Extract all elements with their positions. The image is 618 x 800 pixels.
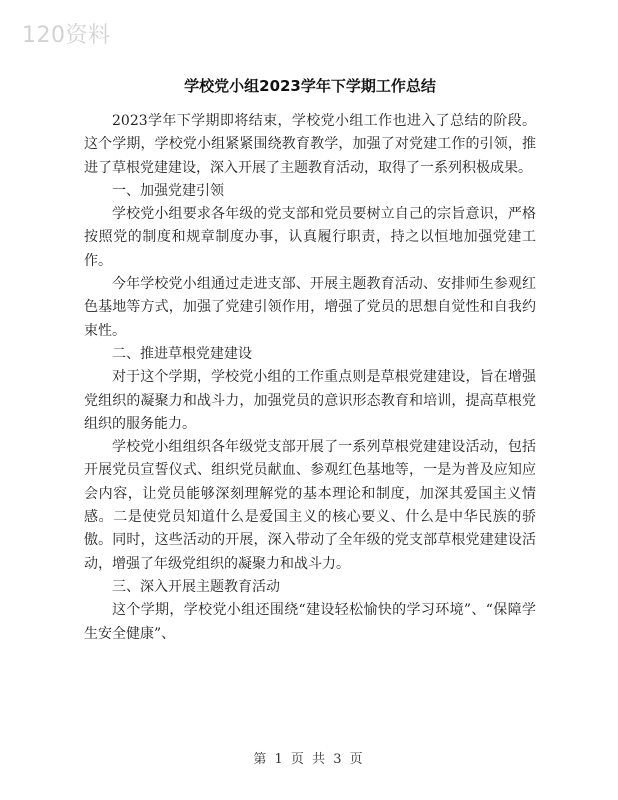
section-heading-1: 一、加强党建引领 bbox=[112, 182, 224, 199]
section-heading-3: 三、深入开展主题教育活动 bbox=[112, 578, 280, 595]
watermark: 120资料 bbox=[22, 23, 111, 48]
paragraph: 这个学期，学校党小组还围绕“建设轻松愉快的学习环境”、“保障学生安全健康”、 bbox=[84, 602, 536, 642]
paragraph: 今年学校党小组通过走进支部、开展主题教育活动、安排师生参观红色基地等方式，加强了党建引领作用，增强了党员的思想自觉性和自我约束性。 bbox=[84, 276, 536, 339]
document-body bbox=[84, 110, 536, 646]
section-heading-2: 二、推进草根党建建设 bbox=[112, 345, 252, 362]
paragraph: 对于这个学期，学校党小组的工作重点则是草根党建建设，旨在增强党组织的凝聚力和战斗力，加强党员的意识形态教育和培训，提高草根党组织的服务能力。 bbox=[84, 369, 536, 432]
page-indicator: 第 1 页 共 3 页 bbox=[253, 752, 365, 767]
paragraph: 学校党小组组织各年级党支部开展了一系列草根党建建设活动，包括开展党员宣誓仪式、组织党员献血、参观红色基地等，一是为普及应知应会内容，让党员能够深刻理解党的基本理论和制度，加深其爱国主义情感。二是使党员知道什么是爱国主义的核心要义、什么是中华民族的骄傲。同时，这些活动的开展，深入带动了全年级的党支部草根党建建设活动，增强了年级党组织的凝聚力和战斗力。 bbox=[84, 439, 536, 572]
paragraph-intro: 2023学年下学期即将结束，学校党小组工作也进入了总结的阶段。这个学期，学校党小组紧紧围绕教育教学，加强了对党建工作的引领，推进了草根党建建设，深入开展了主题教育活动，取得了一系列积极成果。 bbox=[84, 113, 536, 176]
paragraph: 学校党小组要求各年级的党支部和党员要树立自己的宗旨意识，严格按照党的制度和规章制度办事，认真履行职责，持之以恒地加强党建工作。 bbox=[84, 206, 536, 269]
document-page bbox=[84, 74, 536, 646]
document-title: 学校党小组2023学年下学期工作总结 bbox=[184, 77, 436, 95]
